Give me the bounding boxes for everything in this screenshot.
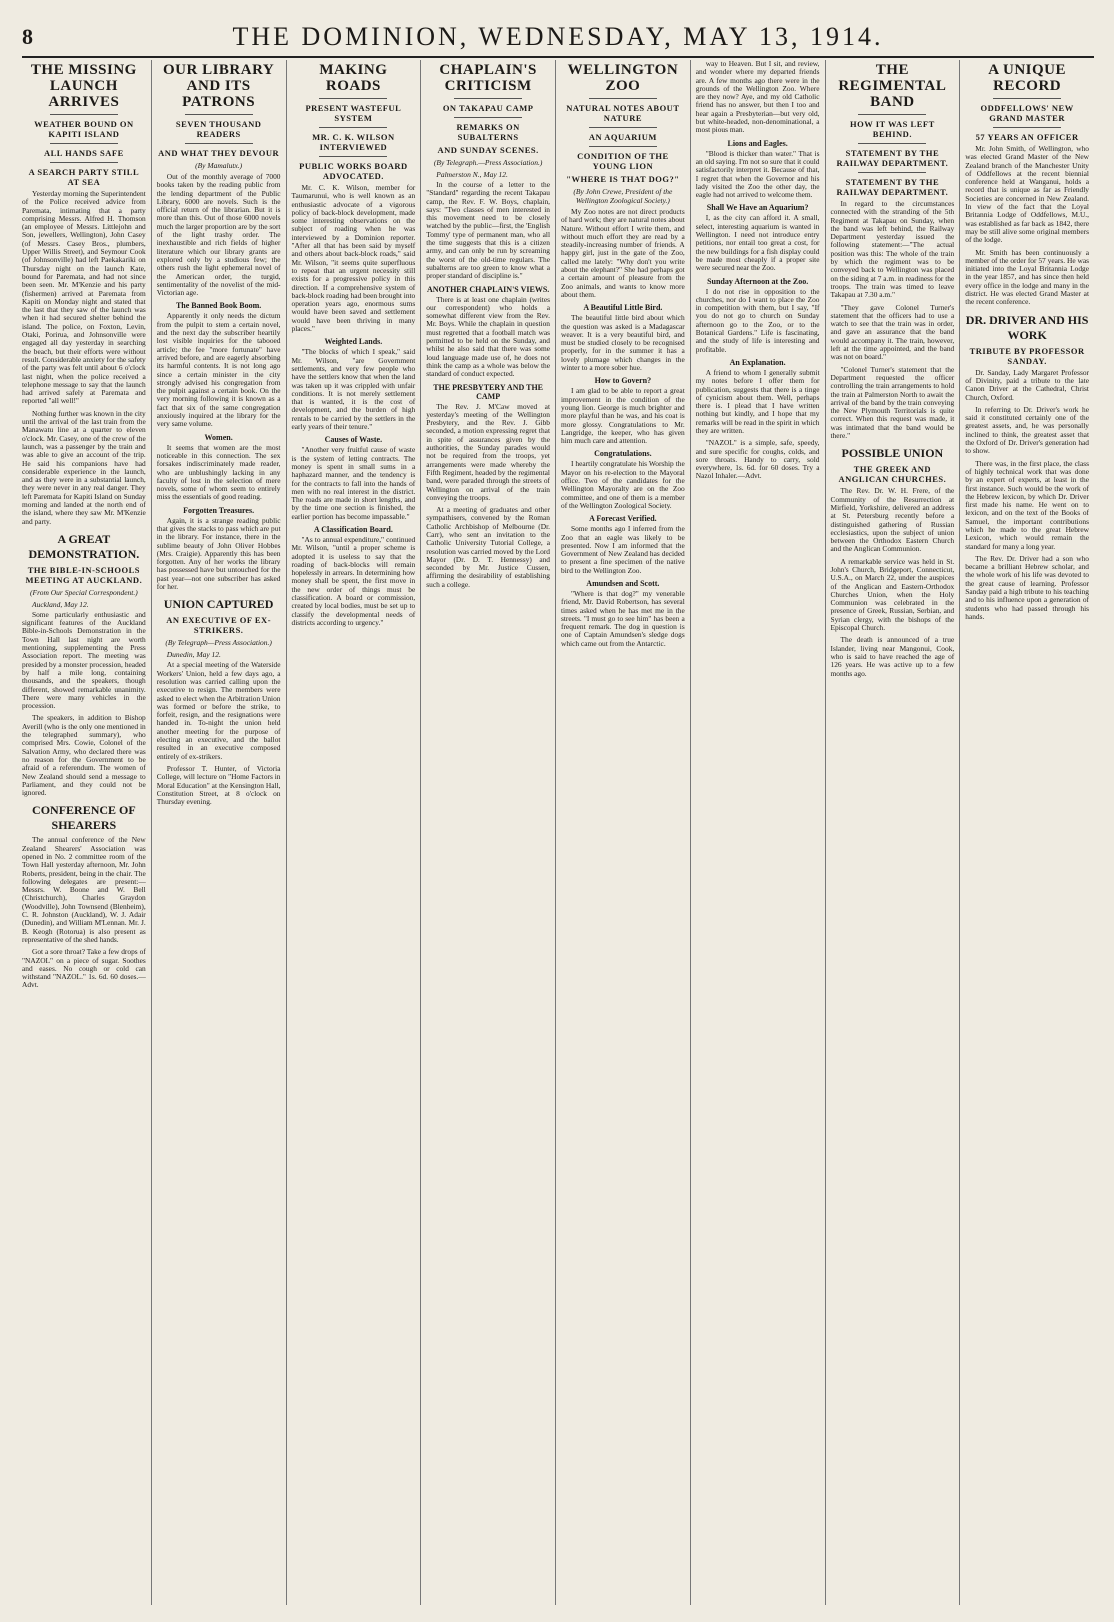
section-subhead: Causes of Waste. [324,435,383,445]
article-body: Mr. John Smith, of Wellington, who was elected Grand Master of the New Zealand branch of the Manchester Unity of Oddfellows at the recent biennial conference held at Wanganui, holds a record that is unique as far as Friendly Societies are concerned in New Zealand. In view of the fact that the Loyal Britannia Lodge of Oddfellows, M.U., was established as far back as 1842, there may be still alive some original members of the lodge. [965,144,1089,245]
subhead: STATEMENT BY THE RAILWAY DEPARTMENT. [836,148,949,168]
article-body: The death is announced of a true Islander, living near Mangonui, Cook, who is said to have reached the age of 126 years. He was active up to a few months ago. [830,635,955,678]
section-subhead: The Banned Book Boom. [175,301,262,311]
dateline: Dunedin, May 12. [166,650,221,660]
article-body: In the course of a letter to the "Standard" regarding the recent Takapau camp, the Rev. F. W. Boys, chaplain, says: "Two classes of men interested in this movement need to be closely watched by the public—first, the 'English Tommy' type of permanent man, who all the time suggests that this is a citizen army, and can only be run by screaming the worst of the old-time regulars. The subalterns are too green to know what a proper standard of discipline is." [426,180,550,281]
subhead: REMARKS ON SUBALTERNS [456,122,520,142]
article-body: I am glad to be able to report a great improvement in the condition of the young lion. George is much brighter and more playful than he was, and his coat is more glossy. Congratulations to Mr. Langridge, the keeper, who has given him much care and attention. [561,386,685,446]
dateline: Auckland, May 12. [32,599,89,609]
article-body: In regard to the circumstances connected with the stranding of the 5th Regiment at Takapau on Sunday, when the band was left behind, the Railway Department yesterday issued the following statement:—"The actual position was this: The whole of the train by which the regiment was to be conveyed back to Wellington was placed on the siding at 7 a.m. in readiness for the troops. The train was timed to leave Takapau at 7.30 a.m." [830,199,955,300]
subhead: THE BIBLE-IN-SCHOOLS MEETING AT AUCKLAND. [25,564,143,585]
byline: (By Telegraph.—Press Association.) [433,158,543,167]
article-body: Out of the monthly average of 7000 books taken by the reading public from the lending department of the Public Library, 6000 are novels. Such is the official return of the librarian. But it is more than this. Out of those 6000 novels much the larger proportion are by the sort of the light trashy order. The inexhaustible and rich fields of higher literature which our library grants are explored only by a studious few; the others rush the light ephemeral novel of the American order, the turgid, sentimentality of the novelist of the mid-Victorian age. [156,172,281,298]
subhead: AND WHAT THEY DEVOUR [158,148,280,158]
page-number: 8 [22,24,33,49]
subhead: CONDITION OF THE YOUNG LION [577,151,669,171]
article-body: way to Heaven. But I sit, and review, and wonder where my departed friends are. A few months ago there were in the grounds of the Wellington Zoo. Where are they now? Aye, and my old Catholic friend has no answer, but then I too and hear again a Presbyterian—but very old, but white-headed, non-denominational, a most pious man. [695,60,820,135]
article-body: The Rev. Dr. Driver had a son who became a brilliant Hebrew scholar, and the whole work of his life was devoted to the great cause of learning. Professor Sanday paid a high tribute to his teaching and to his influence upon a generation of students who had passed through his hands. [965,553,1089,621]
article-body: Again, it is a strange reading public that gives the stacks to pass which are put in the library. For instance, there in the sublime beauty of John Oliver Hobbes (Mrs. Craigie). Apparently this has been forgotten. Any of her works the library has possessed have but untouched for the past year—not one subscriber has asked for her. [156,515,281,592]
article-body: "Another very fruitful cause of waste is the system of letting contracts. The money is spent in small sums in a haphazard manner, and the tendency is for the contracts to fall into the hands of men with no real interest in the district. The roads are made in short lengths, and by the time one section is finished, the earlier portion has become impassable." [291,445,416,521]
subhead: THE GREEK AND ANGLICAN CHURCHES. [838,464,947,485]
subhead: SEVEN THOUSAND READERS [175,119,262,139]
subhead: A SEARCH PARTY STILL AT SEA [28,167,140,187]
subhead: AN AQUARIUM [588,132,657,142]
subhead: PUBLIC WORKS BOARD ADVOCATED. [299,161,408,181]
article-body: The annual conference of the New Zealand Shearers' Association was opened in No. 2 committee room of the Town Hall yesterday afternoon, Mr. John Roberts, president, being in the chair. The following delegates are present:—Messrs. W. Boone and W. Bell (Christchurch), Charles Graydon (Woodville), John Townsend (Blenheim), C. R. Johnston (Auckland), W. J. Adair (Dunedin), and William M'Lennan. Mr. J. B. Keogh (Rotorua) is also present as representative of the shed hands. [22,835,146,944]
article-body: My Zoo notes are not direct products of hard work; they are natural notes about Nature. Without effort I write them, and without much effort they are read by a steadily-increasing number of friends. A happy girl, just in the gate of the Zoo, called me lately: "Why don't you write about the elephant?" She had perhaps got a certain amount of pleasure from the Zoo animals, and wants to know more about them. [561,207,685,299]
article-body: The Rev. Dr. W. H. Frere, of the Community of the Resurrection at Mirfield, Yorkshire, delivered an address at St. Petersburg recently before a distinguished gathering of Russian ecclesiastics, upon the subject of union between the Orthodox Eastern Church and the Anglican Communion. [830,486,955,554]
section-subhead: Shall We Have an Aquarium? [706,203,809,213]
byline: (By John Crewe, President of the Wellington Zoological Society.) [573,187,673,205]
section-subhead: ANOTHER CHAPLAIN'S VIEWS. [426,284,550,294]
article-body: Some months ago I inferred from the Zoo that an eagle was likely to be presented. Now I am informed that the Government of New Zealand has decided to present a fine specimen of the native bird to the Wellington Zoo. [561,524,685,575]
subhead: 57 YEARS AN OFFICER [975,132,1079,142]
headline-making-roads: MAKING ROADS [319,62,388,94]
subhead: ALL HANDS SAFE [44,148,124,158]
headline-possible-union: POSSIBLE UNION [841,446,944,461]
headline-union-captured: UNION CAPTURED [163,597,274,612]
subhead: MR. C. K. WILSON INTERVIEWED [312,132,395,152]
article-body: The Rev. J. M'Caw moved at yesterday's meeting of the Wellington Presbytery, and the Rev. J. Gibb seconded, a motion expressing regret that in spite of assurances given by the authorities, the Sunday parades would not be required from the troops, yet arrangements were made whereby the Fifth Regiment, headed by the regimental band, were paraded through the streets of Wellington on arrival of the train conveying the troops. [426,401,550,502]
newspaper-title: THE DOMINION, WEDNESDAY, MAY 13, 1914. [232,22,884,51]
article-body: The speakers, in addition to Bishop Averill (who is the only one mentioned in the telegraphed summary), who comprised Mrs. Cowie, Colonel of the Salvation Army, who declared there was no reason for the Government to be afraid of a referendum. The women of New Zealand should send a message to Parliament, and they could not be ignored. [22,713,146,798]
section-subhead: Women. [204,432,233,442]
article-body: I do not rise in opposition to the churches, nor do I want to place the Zoo in competition with them, but I say, "If you do not go to church on Sunday afternoon go to the Zoo, or to the Botanical Gardens." Life is fascinating, and the study of life is interesting and profitable. [695,286,820,354]
section-subhead: An Explanation. [729,357,786,367]
headline-unique-record: A UNIQUE RECORD [988,62,1066,94]
article-body: Mr. C. K. Wilson, member for Taumarunui, who is well known as an enthusiastic advocate of a vigorous policy of back-block development, made some interesting observations on the subject of roading when he was interviewed by a Dominion reporter. "After all that has been said by myself and others about back-block roads," said Mr. Wilson, "it seems quite superfluous to repeat that an urgent necessity still exists for a progressive policy in this direction. If a comprehensive system of back-block roading had been brought into operation years ago, enormous sums would have been saved and settlement would have been thriving in many places." [291,183,416,334]
article-body: There is at least one chaplain (writes our correspondent) who holds a somewhat different view from the Rev. Mr. Boys. While the chaplain in question must regretted that a football match was permitted to be held on the Sunday, and whilst he also said that there was some loud language made use of, he does not think the camp as a whole was below the standard of conduct expected. [426,294,550,379]
section-subhead: Sunday Afternoon at the Zoo. [707,276,809,286]
subhead: AN EXECUTIVE OF EX-STRIKERS. [166,615,272,636]
headline-missing-launch: THE MISSING LAUNCH ARRIVES [30,62,137,110]
article-body: "The blocks of which I speak," said Mr. Wilson, "are Government settlements, and very few people who have the settlers know that when the land was taken up it was crippled with unfair conditions. It is not merely settlement that is wanted, it is the cost of development, and the burden of high rentals to be carried by the settlers in the early years of their tenure." [291,347,416,432]
article-body: "As to annual expenditure," continued Mr. Wilson, "until a proper scheme is adopted it is useless to say that the roading of back-blocks will remain hopelessly in arrears. In determining how money shall be spent, the first move in the new order of things must be classification. A board or commission, created by local bodies, must be set up to classify the developmental needs of districts according to urgency." [291,534,416,627]
dateline: Palmerston N., May 12. [436,170,508,179]
article-body: At a special meeting of the Waterside Workers' Union, held a few days ago, a resolution was carried calling upon the executive to resign. The members were asked to elect when the Arbitration Union was formed or before the strike, to forfeit, resign, and the resignations were handed in. To-night the union held another meeting for the purpose of electing an executive, and the ballot resulted in an executive composed entirely of ex-strikers. [156,660,281,761]
advertisement: Got a sore throat? Take a few drops of "NAZOL" on a piece of sugar. Soothes and eases. No cough or cold can withstand "NAZOL." 1s. 6d. 60 doses.—Advt. [22,947,146,990]
article-body: Some particularly enthusiastic and significant features of the Auckland Bible-in-Schools Demonstration in the Town Hall last night are worth mentioning, supplementing the Press Association report. The meeting was presided by a monster procession, headed by half a mile long, containing thousands, and the speakers, though different, showed remarkable unanimity. There were many vehicles in the procession. [22,609,146,711]
byline: (By Telegraph—Press Association.) [165,638,272,648]
subhead: WEATHER BOUND ON KAPITI ISLAND [34,119,134,139]
advertisement: "NAZOL" is a simple, safe, speedy, and sure specific for coughs, colds, and sore throats. Handy to carry, sold everywhere, 1s. 6d. for 60 doses. Try a Nazol Inhaler.—Advt. [695,438,820,481]
subhead: TRIBUTE BY PROFESSOR SANDAY. [969,345,1085,366]
section-subhead: Amundsen and Scott. [586,578,660,588]
article-body: There was, in the first place, the class of highly technical work that was done by an expert of experts, at least in the first instance. Such would be the work of the Hebrew lexicon, by which Dr. Driver first made his name. He went on to lexicon, and on the text of the Books of Samuel, the important contributions which he made to the great Hebrew Lexicon, which would remain the standard for many a long year. [965,458,1089,551]
section-subhead: Lions and Eagles. [727,138,788,148]
column-2 [151,60,286,1605]
article-body: In referring to Dr. Driver's work he said it constituted certainly one of the greatest assets, and, he was personally inclined to think, the greatest asset that the Oxford of Dr. Driver's generation had to show. [965,404,1089,456]
subhead: ON TAKAPAU CAMP [442,103,534,113]
column-5 [555,60,690,1605]
subhead: NATURAL NOTES ABOUT NATURE [566,103,680,123]
section-subhead: Forgotten Treasures. [183,505,255,515]
article-body: "Blood is thicker than water." That is an old saying. I'm not so sure that it could satisfactorily interpret it. Because of that, I regret that when the Governor and his lady visited the Zoo the other day, the eagle had not arrived to welcome them. [695,148,820,200]
article-body: The beautiful little bird about which the question was asked is a Madagascar weaver. It is a very beautiful bird, and must be studied closely to be recognised properly, for in the summer it has a lovely plumage which changes in the winter to a more sober hue. [561,313,685,373]
article-body: Mr. Smith has been continuously a member of the order for 57 years. He was initiated into the Loyal Britannia Lodge in the year 1857, and has since then held every office in the lodge and many in the district. He was elected Grand Master at the recent conference. [965,247,1089,307]
article-body: I, as the city can afford it. A small, select, interesting aquarium is wanted in Wellington. I need not introduce entry petitions, nor entail too great a cost, for the new buildings for a fish display could be made most cheaply if a proper site were secured near the Zoo. [695,213,820,273]
article-body: Nothing further was known in the city until the arrival of the last train from the Manawatu line at a quarter to eleven o'clock. Mr. Casey, one of the crew of the launch, was a passenger by the train and was able to give an account of the trip. He said his companions have had considerable experience in the launch, and as they were in a substantial launch, they were never in any real danger. They left Paremata for Kapiti Island on Sunday morning and landed at the north end of the island, where they saw Mr. M'Kenzie and party. [22,408,146,526]
article-body: Professor T. Hunter, of Victoria College, will lecture on "Home Factors in Moral Education" at the Kensington Hall, Constitution Street, at 8 o'clock on Thursday evening. [156,763,281,807]
article-body: At a meeting of graduates and other sympathisers, convened by the Roman Catholic Archbishop of Melbourne (Dr. Carr), who sent an invitation to the Catholic University Tutorial College, a resolution was carried moved by the Lord Mayor (Dr. D. T. Hennessy) and seconded by Mr. Justice Cussen, affirming the desirability of establishing such a college. [426,505,550,589]
article-body: Dr. Sanday, Lady Margaret Professor of Divinity, paid a tribute to the late Canon Driver at the Cathedral, Christ Church, Oxford. [965,367,1089,402]
byline: (From Our Special Correspondent.) [29,587,138,597]
subhead: PRESENT WASTEFUL SYSTEM [305,103,402,123]
headline-demonstration: A GREAT DEMONSTRATION. [28,531,140,561]
subhead: HOW IT WAS LEFT BEHIND. [850,119,935,139]
byline: (By Mamalutx.) [195,161,243,170]
column-8 [959,60,1094,1605]
headline-regimental-band: THE REGIMENTAL BAND [838,62,947,110]
headline-dr-driver: DR. DRIVER AND HIS WORK [965,312,1089,342]
column-3 [286,60,421,1605]
headline-library: OUR LIBRARY AND ITS PATRONS [163,62,275,110]
column-7 [825,60,960,1605]
section-subhead: Weighted Lands. [324,337,383,347]
subhead: STATEMENT BY THE RAILWAY DEPARTMENT. [836,177,949,197]
headline-shearers: CONFERENCE OF SHEARERS [32,803,136,833]
subhead: ODDFELLOWS' NEW GRAND MASTER [980,103,1074,123]
article-body: It seems that women are the most noticeable in this connection. The sex forsakes indiscriminately made reader, who are unblushingly lacking in any faculty of lost in the selection of mere novels, some of whom seem to entirely miss the essentials of good reading. [156,442,281,502]
headline-wellington-zoo: WELLINGTON ZOO [567,62,679,94]
article-body: Apparently it only needs the dictum from the pulpit to stem a certain novel, and the next day the subscriber heartily lost visible inquiries for the tabooed article; the fee "more fortunate" have arrived before, and are eagerly absorbing its harmful contents. It is not long ago since a certain minister in the city strongly advised his congregation from the pulpit against a certain book. On the very morning following it is known as a fact that six of the same congregation anxiously inquired at the library for the very same volume. [156,311,281,429]
section-subhead: A Classification Board. [313,524,393,534]
subhead: "WHERE IS THAT DOG?" [566,174,680,184]
section-subhead: THE PRESBYTERY AND THE CAMP [433,382,543,401]
article-body: Yesterday morning the Superintendent of the Police received advice from Paremata, intimating that a party comprising Messrs. Alfred H. Thomson (an employee of Messrs. Littlejohn and Son, jewellers, Wellington), John Casey (of Messrs. Casey Bros., plumbers, Upper Willis Street), and Seymour Cook (of Johnsonville) had left Paekakariki on Thursday night on the launch Kate, bound for Paremata, and had not since been seen. Mr. M'Kenzie and his party (fishermen) arrived at Paremata from Kapiti on Monday night and stated that the last that they saw of the launch was when it had secured shelter behind the island. The police, on Foxton, Levin, Otaki, Porirua, and Johnsonville were engaged all day yesterday in searching the beach, but their efforts were without result. Considerable anxiety for the safety of the party was felt until about 6 o'clock last night, when the police received a telephone message to say that the launch had arrived safely at Paremata and reported "all well!" [22,189,146,406]
article-body: "Where is that dog?" my venerable friend, Mr. David Robertson, has several times asked when he has met me in the streets. "I must go to see him" has been a frequent remark. The dog in question is one of Captain Amundsen's sledge dogs which came out from the Antarctic. [561,588,685,648]
subhead: AND SUNDAY SCENES. [437,145,539,155]
article-body: "They gave Colonel Turner's statement that the officers had to use a watch to see that the train was in order, and gave an assurance that the band would accompany it. The train, however, left at the time appointed, and the band was not on board." [830,302,955,362]
article-body: I heartily congratulate his Worship the Mayor on his re-election to the Mayoral office. Two of the candidates for the Wellington Mayoralty are on the Zoo committee, and one of them is a member of the Wellington Zoological Society. [561,459,685,510]
masthead [22,22,1094,58]
article-body: "Colonel Turner's statement that the Department requested the officer controlling the train arrangements to hold the train at Palmerston North to await the arrival of the band by the train conveying the New Plymouth Territorials is quite correct. When this request was made, it was intimated that the band would be there." [830,364,955,441]
headline-chaplain: CHAPLAIN'S CRITICISM [439,62,537,94]
column-6 [690,60,825,1605]
section-subhead: Congratulations. [594,449,652,459]
section-subhead: A Beautiful Little Bird. [583,303,663,313]
section-subhead: How to Govern? [594,376,652,386]
section-subhead: A Forecast Verified. [589,514,657,524]
column-1 [22,60,151,1605]
columns [22,60,1094,1605]
column-4 [420,60,555,1605]
article-body: A friend to whom I generally submit my notes before I offer them for publication, suggests that there is a tinge of cynicism about them. Well, perhaps there is. I plead that I have written nothing but kindly, and I hope that my remarks will be read in the spirit in which they are written. [695,367,820,435]
article-body: A remarkable service was held in St. John's Church, Bridgeport, Connecticut, U.S.A., on March 22, under the auspices of the Anglican and Eastern-Orthodox Churches Union, when the Holy Communion was celebrated in the presence of Greek, Russian, Serbian, and Syrian clergy, with the bishops of the Episcopal Church. [830,556,955,633]
